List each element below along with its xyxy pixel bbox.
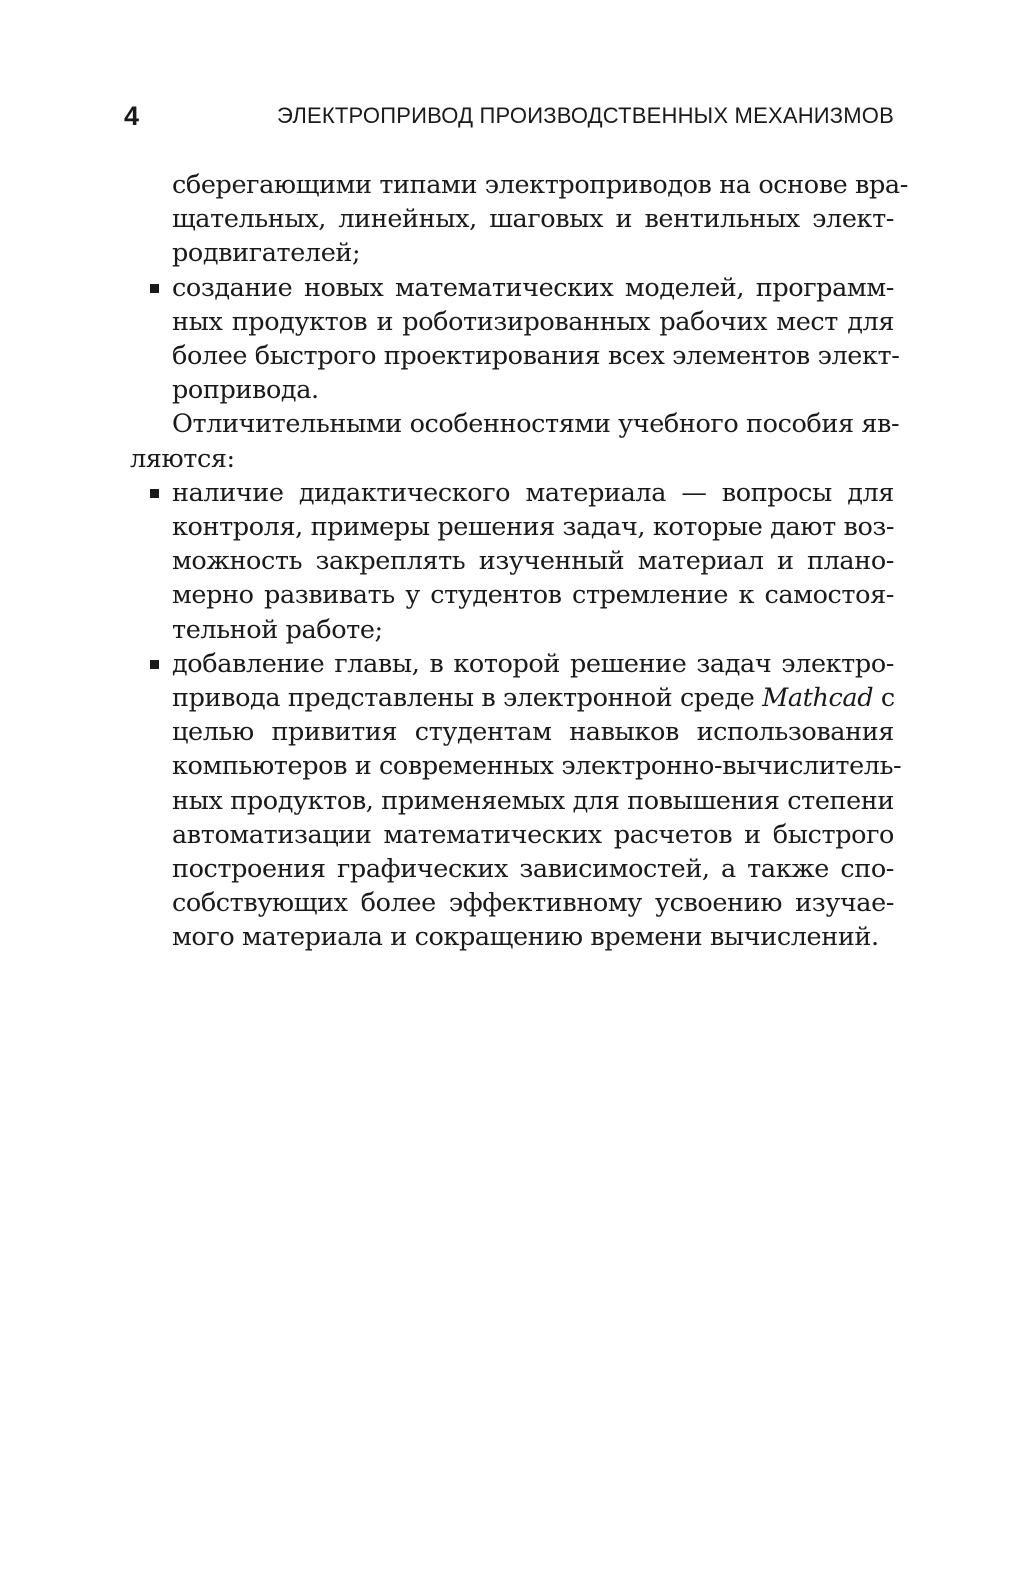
text-line: щательных, линейных, шаговых и вентильных элект- bbox=[172, 204, 894, 235]
list-item bbox=[130, 476, 894, 647]
running-head bbox=[124, 96, 894, 136]
text-line: построения графических зависимостей, а также спо- bbox=[172, 854, 894, 885]
continuation-paragraph bbox=[130, 168, 908, 271]
page-number: 4 bbox=[124, 101, 140, 131]
text-line: ропривода. bbox=[172, 375, 319, 406]
text-line: контроля, примеры решения задач, которые дают воз- bbox=[172, 512, 895, 543]
text-line: собствующих более эффективному усвоению изучае- bbox=[172, 888, 894, 919]
text-line: целью привития студентам навыков использования bbox=[172, 717, 894, 748]
software-name: Mathcad bbox=[762, 683, 874, 714]
body-text bbox=[130, 168, 908, 955]
text-line: мого материала и сокращению времени вычислений. bbox=[172, 922, 879, 953]
list-item bbox=[130, 271, 900, 408]
text-line: родвигателей; bbox=[172, 238, 361, 269]
text-line: автоматизации математических расчетов и быстрого bbox=[172, 819, 894, 850]
text-line: тельной работе; bbox=[172, 614, 383, 645]
text-line-with-italic bbox=[172, 681, 894, 715]
text-line: более быстрого проектирования всех элементов элект- bbox=[172, 341, 900, 372]
text-fragment: с bbox=[873, 683, 895, 714]
text-line: добавление главы, в которой решение задач электро- bbox=[172, 648, 894, 679]
text-line: наличие дидактического материала — вопросы для bbox=[172, 477, 894, 508]
text-line: сберегающими типами электроприводов на основе вра- bbox=[172, 170, 908, 200]
text-line: создание новых математических моделей, программ- bbox=[172, 272, 894, 303]
text-line: ляются: bbox=[130, 443, 235, 474]
bullet-icon bbox=[150, 660, 159, 669]
running-title: ЭЛЕКТРОПРИВОД ПРОИЗВОДСТВЕННЫХ МЕХАНИЗМОВ bbox=[277, 103, 894, 128]
text-line: мерно развивать у студентов стремление к самостоя- bbox=[172, 580, 894, 611]
text-line: можность закреплять изученный материал и плано- bbox=[172, 546, 894, 577]
bullet-icon bbox=[150, 489, 159, 498]
bullet-icon bbox=[150, 284, 159, 293]
text-line: Отличительными особенностями учебного пособия яв- bbox=[172, 409, 900, 440]
text-line: ных продуктов и роботизированных рабочих мест для bbox=[172, 306, 894, 337]
text-line: ных продуктов, применяемых для повышения степени bbox=[172, 785, 894, 816]
text-fragment: привода представлены в электронной среде bbox=[172, 683, 763, 714]
intro-paragraph bbox=[130, 407, 900, 475]
list-item bbox=[130, 647, 902, 955]
text-line: компьютеров и современных электронно-вычислитель- bbox=[172, 751, 902, 782]
